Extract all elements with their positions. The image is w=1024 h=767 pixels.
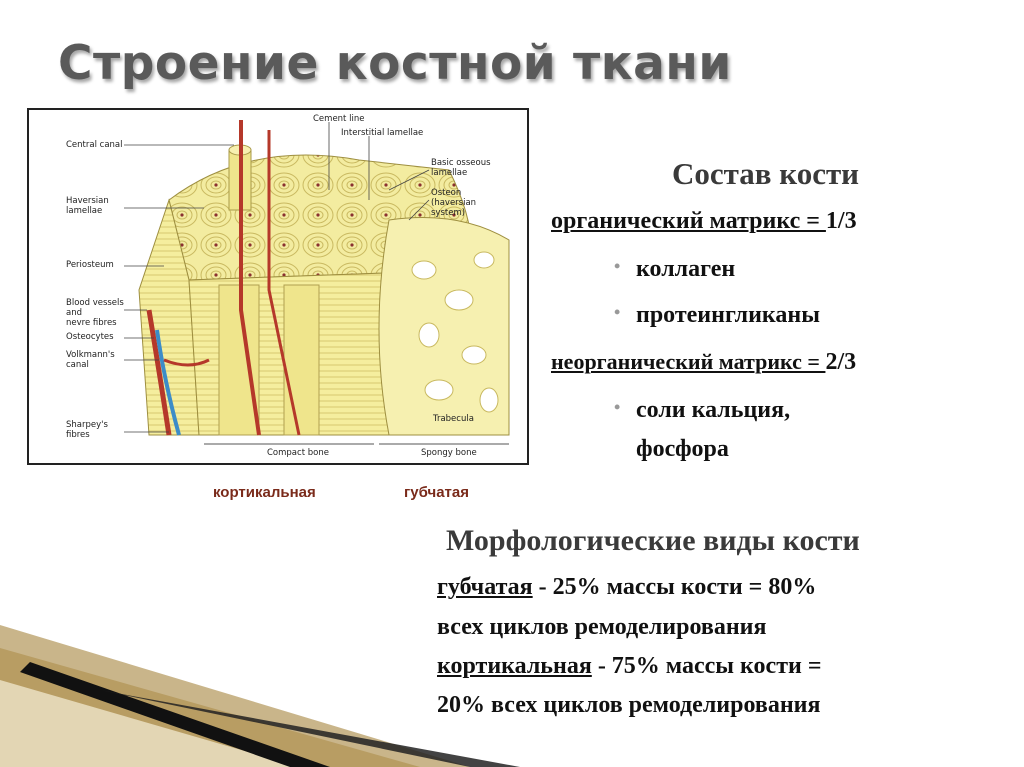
inorganic-matrix-label: неорганический матрикс = — [551, 349, 826, 374]
bone-structure-diagram — [27, 108, 529, 465]
label-interstitial-lamellae: Interstitial lamellae — [341, 128, 424, 138]
label-osteon: Osteon (haversian system) — [431, 188, 477, 218]
label-volkmann-canal: Volkmann's canal — [66, 350, 115, 370]
inorganic-matrix-value: 2/3 — [825, 349, 857, 375]
page-title: Строение костной ткани — [58, 36, 732, 91]
label-osteocytes: Osteocytes — [66, 332, 114, 342]
label-haversian-lamellae: Haversian lamellae — [66, 196, 109, 216]
morphology-spongy-label: губчатая — [437, 574, 533, 600]
morphology-cortical-line: кортикальная - 75% массы кости = — [437, 653, 822, 679]
bullet-dot-icon: • — [614, 302, 621, 322]
label-basic-osseous-lamellae: Basic osseous lamellae — [431, 158, 491, 178]
organic-matrix-value: 1/3 — [825, 208, 857, 234]
morphology-spongy-line-2: всех циклов ремоделирования — [437, 614, 767, 640]
bullet-dot-icon: • — [614, 397, 621, 417]
composition-heading: Состав кости — [672, 156, 860, 191]
label-trabecula: Trabecula — [433, 414, 474, 424]
list-item: • протеингликаны — [614, 302, 820, 328]
morphology-cortical-line-2: 20% всех циклов ремоделирования — [437, 692, 821, 718]
label-blood-vessels: Blood vessels and nevre fibres — [66, 298, 124, 328]
bullet-dot-icon: • — [614, 256, 621, 276]
label-periosteum: Periosteum — [66, 260, 114, 270]
list-item: • коллаген — [614, 256, 736, 282]
organic-matrix-line — [551, 208, 857, 235]
caption-spongy: губчатая — [404, 484, 469, 501]
list-item: • соли кальция, — [614, 397, 791, 423]
label-cement-line: Cement line — [313, 114, 365, 124]
inorganic-matrix-line — [551, 349, 856, 376]
list-item: фосфора — [636, 436, 729, 462]
morphology-heading: Морфологические виды кости — [446, 524, 860, 557]
label-spongy-bone: Spongy bone — [421, 448, 477, 458]
caption-cortical: кортикальная — [213, 484, 316, 501]
label-compact-bone: Compact bone — [267, 448, 329, 458]
label-central-canal: Central canal — [66, 140, 123, 150]
organic-matrix-label: органический матрикс = — [551, 208, 826, 234]
morphology-spongy-line: губчатая - 25% массы кости = 80% — [437, 574, 817, 600]
morphology-cortical-label: кортикальная — [437, 653, 592, 679]
label-sharpey-fibres: Sharpey's fibres — [66, 420, 108, 440]
